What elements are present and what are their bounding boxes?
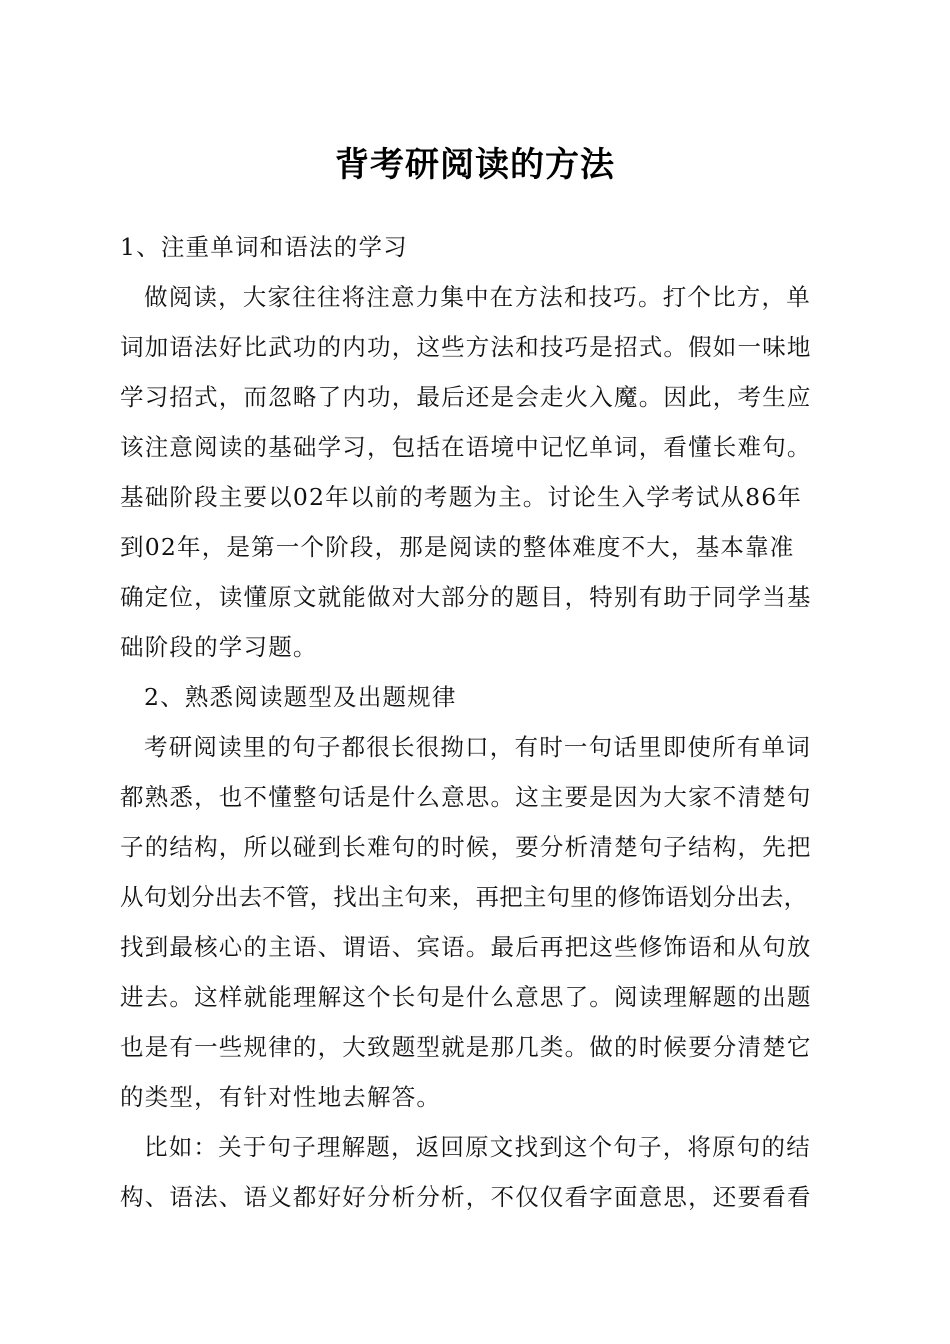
paragraph-line: 做阅读，大家往往将注意力集中在方法和技巧。打个比方，单 [144,283,811,311]
paragraph-line: 也是有一些规律的，大致题型就是那几类。做的时候要分清楚它 [120,1033,812,1061]
paragraph-line: 到02年，是第一个阶段，那是阅读的整体难度不大，基本靠准 [120,533,795,561]
paragraph-line: 基础阶段主要以02年以前的考题为主。讨论生入学考试从86年 [120,483,803,511]
paragraph-line: 的类型，有针对性地去解答。 [120,1083,442,1111]
paragraph-line: 从句划分出去不管，找出主句来，再把主句里的修饰语划分出去， [120,883,808,911]
paragraph-line: 比如：关于句子理解题，返回原文找到这个句子，将原句的结 [144,1133,811,1161]
paragraph-line: 找到最核心的主语、谓语、宾语。最后再把这些修饰语和从句放 [120,933,812,961]
section-heading-1: 1、注重单词和语法的学习 [120,233,408,261]
paragraph-line: 考研阅读里的句子都很长很拗口，有时一句话里即使所有单词 [144,733,811,761]
paragraph-line: 子的结构，所以碰到长难句的时候，要分析清楚句子结构，先把 [120,833,812,861]
paragraph-line: 进去。这样就能理解这个长句是什么意思了。阅读理解题的出题 [120,983,812,1011]
paragraph-line: 构、语法、语义都好好分析分析，不仅仅看字面意思，还要看看 [120,1183,812,1211]
document-title: 背考研阅读的方法 [335,145,615,185]
paragraph-line: 确定位，读懂原文就能做对大部分的题目，特别有助于同学当基 [120,583,812,611]
paragraph-line: 础阶段的学习题。 [120,633,318,661]
paragraph-line: 学习招式，而忽略了内功，最后还是会走火入魔。因此，考生应 [120,383,812,411]
document-body [120,222,845,1222]
paragraph-line: 该注意阅读的基础学习，包括在语境中记忆单词，看懂长难句。 [120,433,812,461]
section-heading-2: 2、熟悉阅读题型及出题规律 [144,683,457,711]
paragraph-line: 都熟悉，也不懂整句话是什么意思。这主要是因为大家不清楚句 [120,783,812,811]
paragraph-line: 词加语法好比武功的内功，这些方法和技巧是招式。假如一味地 [120,333,812,361]
